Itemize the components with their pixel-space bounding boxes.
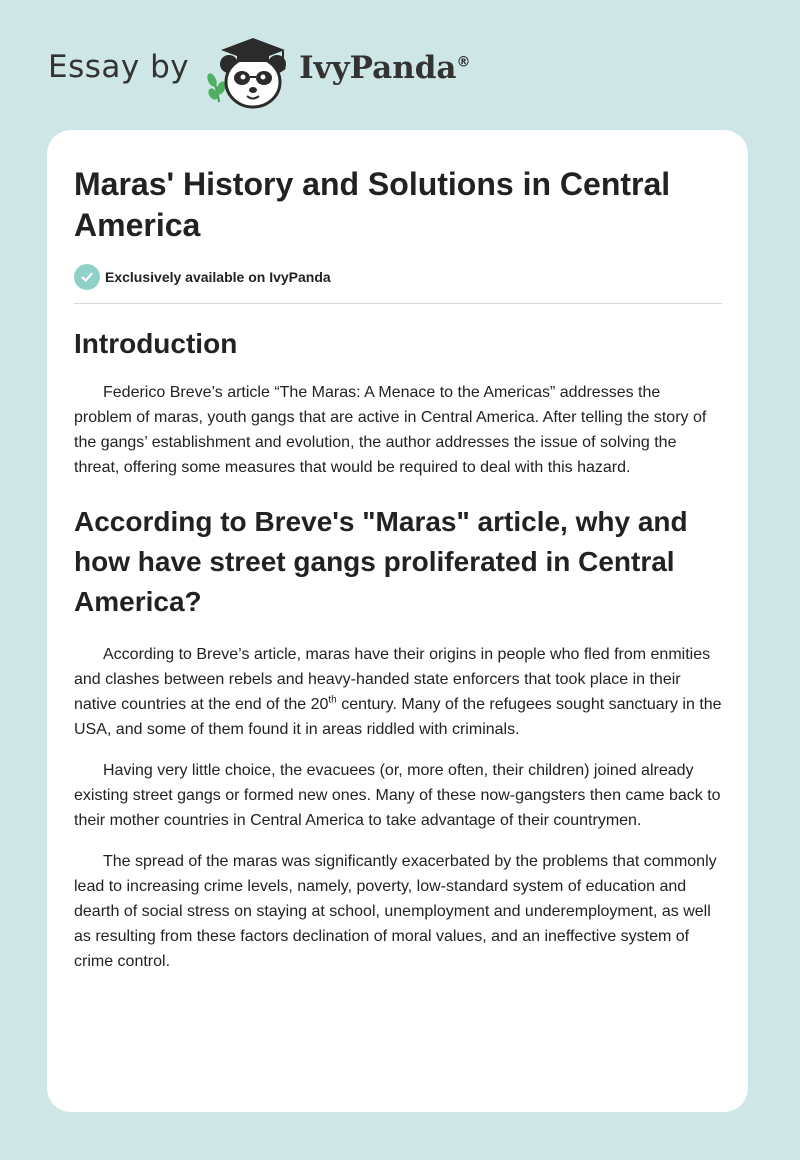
- brand-logo[interactable]: [48, 30, 471, 110]
- superscript: th: [328, 694, 337, 706]
- section-heading-introduction: Introduction: [74, 328, 238, 359]
- checkmark-icon: [74, 264, 100, 290]
- exclusive-badge: [74, 264, 722, 290]
- paragraph: According to Breve’s article, maras have their origins in people who fled from enmities and clashes between rebels and heavy-handed state enforcers that took place in their native countries at the end of the 20th century. Many of the refugees sought sanctuary in the USA, and some of them found it in areas riddled with criminals.: [74, 646, 722, 738]
- page-title: Maras' History and Solutions in Central America: [74, 166, 671, 243]
- badge-text: Exclusively available on IvyPanda: [105, 269, 331, 285]
- registered-mark: ®: [456, 54, 471, 71]
- paragraph: Federico Breve’s article “The Maras: A Menace to the Americas” addresses the problem of maras, youth gangs that are active in Central America. After telling the story of the gangs’ establishment and evolution, the author addresses the issue of solving the threat, offering some measures that would be required to deal with this hazard.: [74, 384, 707, 476]
- brand-prefix: Essay by: [48, 49, 190, 85]
- essay-card: [47, 130, 748, 1112]
- paragraph: The spread of the maras was significantly exacerbated by the problems that commonly lead to increasing crime levels, namely, poverty, low-standard system of education and dearth of social stress on staying at school, unemployment and underemployment, as well as resulting from these factors declination of moral values, and an ineffective system of crime control.: [74, 853, 717, 970]
- title-divider: [74, 303, 722, 304]
- section-heading-question: According to Breve's "Maras" article, why and how have street gangs proliferated in Central America?: [74, 506, 688, 617]
- paragraph: Having very little choice, the evacuees (or, more often, their children) joined already existing street gangs or formed new ones. Many of these now-gangsters then came back to their mother countries in Central America to take advantage of their countrymen.: [74, 762, 721, 829]
- brand-name: IvyPanda®: [299, 50, 471, 86]
- panda-logo-icon: [203, 30, 295, 110]
